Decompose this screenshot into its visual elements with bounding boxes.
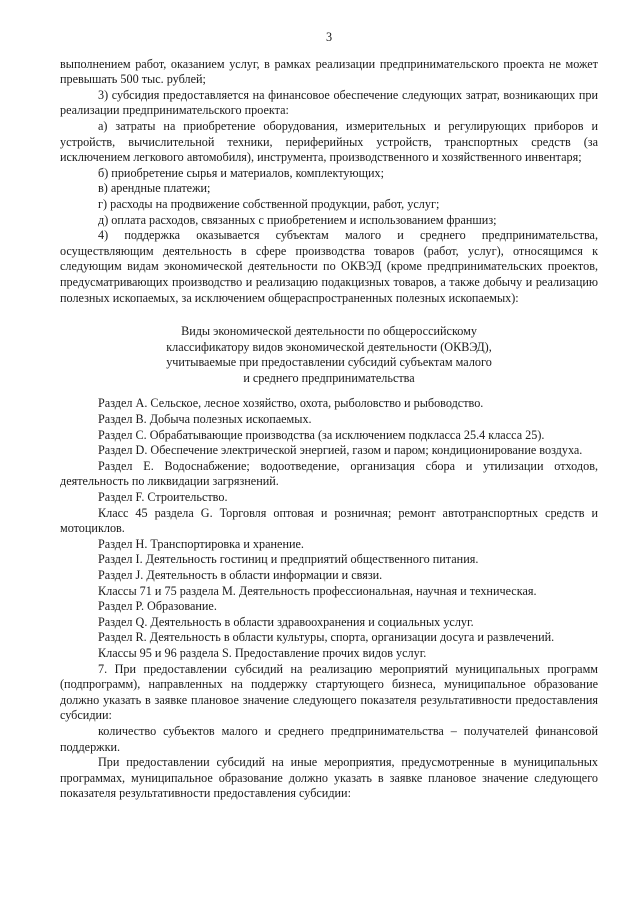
okved-section: Классы 71 и 75 раздела M. Деятельность профессиональная, научная и техническая. xyxy=(98,583,537,598)
paragraph: количество субъектов малого и среднего предпринимательства – получателей финансовой поддержки. xyxy=(60,723,598,754)
document-page xyxy=(60,30,598,802)
okved-section: Раздел R. Деятельность в области культуры, спорта, организации досуга и развлечений. xyxy=(98,630,555,645)
heading-line: классификатору видов экономической деятельности (ОКВЭД), xyxy=(166,339,492,354)
paragraph: б) приобретение сырья и материалов, комплектующих; xyxy=(98,165,384,180)
heading-line: и среднего предпринимательства xyxy=(243,370,415,385)
okved-section: Раздел Q. Деятельность в области здравоохранения и социальных услуг. xyxy=(98,614,474,629)
page-number: 3 xyxy=(325,30,333,44)
okved-section: Раздел J. Деятельность в области информации и связи. xyxy=(98,568,383,582)
paragraph: При предоставлении субсидий на иные мероприятия, предусмотренные в муниципальных программах, муниципальное образование должно указать в заявке плановое значение следующего показателя результативности предоставления субсидии: xyxy=(60,755,598,801)
paragraph: 7. При предоставлении субсидий на реализацию мероприятий муниципальных программ (подпрограмм), направленных на поддержку стартующего бизнеса, муниципальное образование должно указать в заявке плановое значение следующего показателя результативности предоставления субсидии: xyxy=(60,661,598,723)
okved-section: Классы 95 и 96 раздела S. Предоставление прочих видов услуг. xyxy=(98,645,427,660)
paragraph: г) расходы на продвижение собственной продукции, работ, услуг; xyxy=(98,196,440,211)
okved-section: Раздел E. Водоснабжение; водоотведение, организация сбора и утилизации отходов, деятельность по ликвидации загрязнений. xyxy=(60,458,598,489)
paragraph: а) затраты на приобретение оборудования, измерительных и регулирующих приборов и устройств, вычислительной техники, периферийных устройств, транспортных средств (за исключением легкового автомобиля), инструмента, производственного и хозяйственного инвентаря; xyxy=(60,118,598,165)
okved-section: Раздел P. Образование. xyxy=(98,599,217,614)
heading-line: учитываемые при предоставлении субсидий субъектам малого xyxy=(166,355,492,370)
okved-section: Раздел B. Добыча полезных ископаемых. xyxy=(98,412,312,427)
okved-section: Раздел I. Деятельность гостиниц и предприятий общественного питания. xyxy=(98,552,479,567)
paragraph: в) арендные платежи; xyxy=(98,181,211,196)
section-heading xyxy=(100,324,558,386)
okved-section: Раздел F. Строительство. xyxy=(98,490,228,505)
okved-section: Класс 45 раздела G. Торговля оптовая и розничная; ремонт автотранспортных средств и мотоциклов. xyxy=(60,505,598,536)
paragraph: 4) поддержка оказывается субъектам малого и среднего предпринимательства, осуществляющим деятельность в сфере производства товаров (работ, услуг), относящимся к следующим видам экономической деятельности по ОКВЭД (кроме предпринимательских проектов, предусматривающих производство и реализацию подакцизных товаров, а также добычу и реализацию полезных ископаемых, за исключением общераспространенных полезных ископаемых): xyxy=(60,228,598,305)
paragraph: 3) субсидия предоставляется на финансовое обеспечение следующих затрат, возникающих при реализации предпринимательского проекта: xyxy=(60,87,598,118)
paragraph: выполнением работ, оказанием услуг, в рамках реализации предпринимательского проекта не может превышать 500 тыс. рублей; xyxy=(60,56,598,87)
heading-line: Виды экономической деятельности по общероссийскому xyxy=(181,324,477,339)
okved-section: Раздел H. Транспортировка и хранение. xyxy=(98,536,304,551)
okved-section: Раздел A. Сельское, лесное хозяйство, охота, рыболовство и рыбоводство. xyxy=(98,396,484,411)
okved-section: Раздел C. Обрабатывающие производства (за исключением подкласса 25.4 класса 25). xyxy=(98,427,545,442)
okved-section: Раздел D. Обеспечение электрической энергией, газом и паром; кондиционирование воздуха. xyxy=(98,443,583,458)
paragraph: д) оплата расходов, связанных с приобретением и использованием франшиз; xyxy=(98,212,497,227)
